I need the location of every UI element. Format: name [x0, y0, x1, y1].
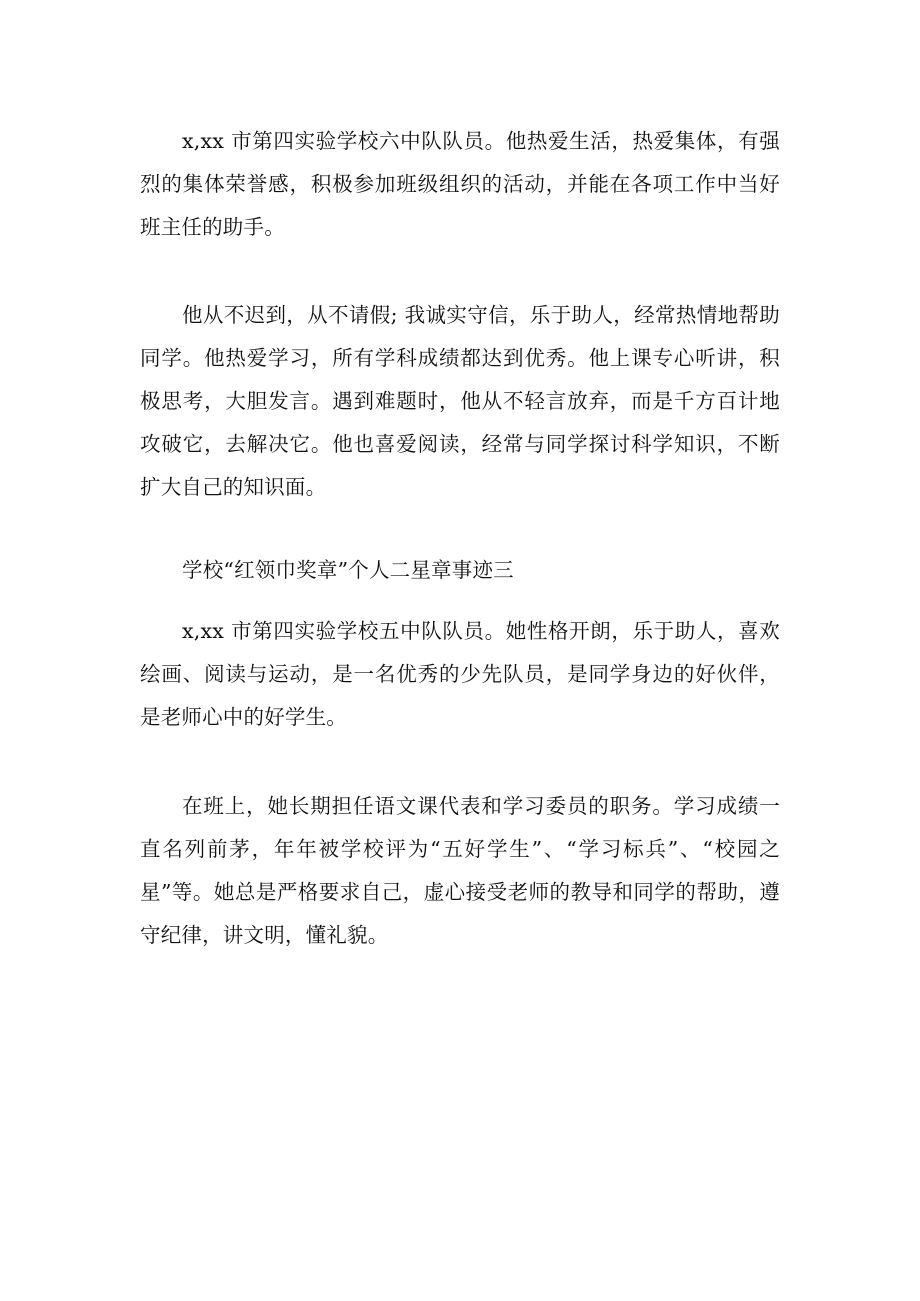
paragraph-boy-qualities: 他从不迟到，从不请假; 我诚实守信，乐于助人，经常热情地帮助同学。他热爱学习，所有学科成绩都达到优秀。他上课专心听讲，积极思考，大胆发言。遇到难题时，他从不轻言放弃，而是千方百计地攻破它，去解决它。他也喜爱阅读，经常与同学探讨科学知识，不断扩大自己的知识面。: [140, 303, 780, 499]
section-heading: 学校“红领巾奖章”个人二星章事迹三: [182, 558, 514, 582]
paragraph-intro-girl: x,xx 市第四实验学校五中队队员。她性格开朗，乐于助人，喜欢绘画、阅读与运动，是一名优秀的少先队员，是同学身边的好伙伴，是老师心中的好学生。: [140, 619, 780, 729]
paragraph-girl-achievements: 在班上，她长期担任语文课代表和学习委员的职务。学习成绩一直名列前茅，年年被学校评为“五好学生”、“学习标兵”、“校园之星”等。她总是严格要求自己，虚心接受老师的教导和同学的帮助，遵守纪律，讲文明，懂礼貌。: [140, 794, 780, 947]
paragraph-intro-boy: x,xx 市第四实验学校六中队队员。他热爱生活，热爱集体，有强烈的集体荣誉感，积极参加班级组织的活动，并能在各项工作中当好班主任的助手。: [140, 129, 780, 239]
